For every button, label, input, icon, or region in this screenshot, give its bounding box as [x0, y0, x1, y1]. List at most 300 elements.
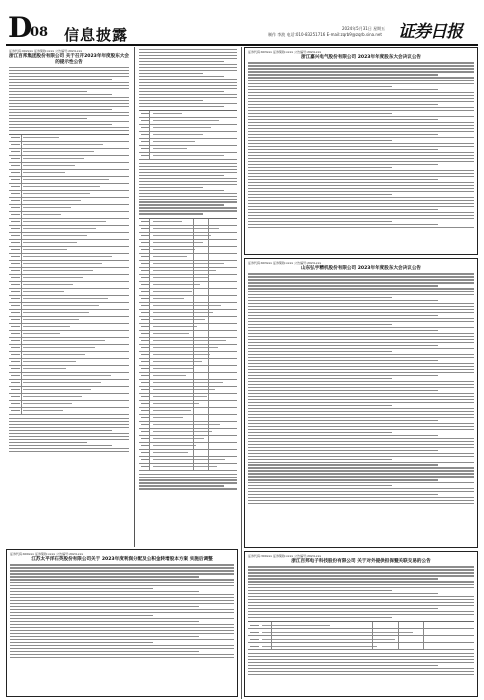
table-col-rule: [21, 352, 22, 358]
table-col-rule: [372, 629, 373, 635]
text-line: [248, 444, 474, 445]
text-line: [248, 417, 474, 418]
table-row: [139, 408, 237, 415]
text-line: [248, 80, 474, 81]
text-line: [248, 86, 392, 87]
page-letter: D: [8, 11, 33, 44]
text-line: [139, 201, 237, 202]
table-row: [9, 387, 129, 394]
table-row: [139, 415, 237, 422]
table-col-rule: [149, 275, 150, 281]
text-line: [248, 423, 474, 424]
text-line: [10, 654, 234, 655]
table-row: [9, 408, 129, 415]
text-line: [9, 115, 129, 116]
table-col-rule: [149, 331, 150, 337]
text-line: [248, 473, 474, 474]
text-line: [248, 411, 474, 412]
table-col-rule: [149, 345, 150, 351]
table-cell-index: [11, 396, 20, 397]
table-cell-text: [23, 291, 64, 292]
table-cell-text: [23, 305, 99, 306]
text-line: [248, 426, 474, 427]
text-line: [9, 106, 129, 107]
table-col-rule: [193, 373, 194, 379]
table-col-rule: [193, 331, 194, 337]
table-cell-text: [23, 403, 72, 404]
text-line: [248, 282, 474, 283]
text-line: [9, 79, 112, 80]
text-line: [248, 390, 438, 391]
text-line: [248, 399, 474, 400]
table-col-rule: [21, 387, 22, 393]
table-col-rule: [193, 464, 194, 470]
text-line: [248, 137, 474, 138]
table-cell-text: [153, 305, 221, 306]
text-line: [248, 450, 438, 451]
text-line: [248, 333, 474, 334]
text-line: [139, 488, 237, 489]
table-col-rule: [149, 366, 150, 372]
table-cell-index: [250, 625, 259, 626]
table-col-rule: [208, 415, 209, 421]
table-cell-index: [11, 284, 20, 285]
table-row: [139, 233, 237, 240]
table-cell-text: [23, 158, 84, 159]
table-col-rule: [149, 394, 150, 400]
table-col-rule: [208, 464, 209, 470]
text-line: [248, 360, 438, 361]
table-row: [139, 450, 237, 457]
table-col-rule: [208, 268, 209, 274]
text-line: [248, 125, 474, 126]
table-cell-text: [23, 361, 76, 362]
text-line: [10, 603, 234, 604]
table-row: [9, 401, 129, 408]
text-line: [9, 91, 87, 92]
text-line: [10, 600, 234, 601]
table-col-rule: [21, 240, 22, 246]
table-cell-text: [153, 368, 194, 369]
text-line: [248, 167, 392, 168]
table-row: [9, 149, 129, 156]
table-cell-text: [153, 333, 189, 334]
table-cell-text: [153, 431, 212, 432]
text-line: [248, 312, 474, 313]
text-line: [248, 470, 474, 471]
table-cell-text: [153, 326, 197, 327]
table-col-rule: [21, 345, 22, 351]
table-col-rule: [208, 261, 209, 267]
text-line: [248, 665, 438, 666]
table-cell-index: [11, 256, 20, 257]
table-row: [9, 184, 129, 191]
table-col-rule: [423, 629, 424, 635]
text-line: [248, 122, 474, 123]
text-line: [248, 482, 474, 483]
text-line: [9, 109, 112, 110]
table-col-rule: [149, 111, 150, 117]
text-line: [248, 146, 474, 147]
table-cell-index: [11, 403, 20, 404]
table-col-rule: [193, 338, 194, 344]
text-line: [248, 369, 474, 370]
table-row: [139, 289, 237, 296]
table-row: [139, 240, 237, 247]
table-cell-index: [11, 354, 20, 355]
table-cell-text: [153, 235, 211, 236]
table-cell-text: [23, 347, 95, 348]
table-row: [248, 629, 474, 636]
table-col-rule: [193, 443, 194, 449]
text-line: [139, 94, 237, 95]
text-line: [248, 158, 474, 159]
column-divider: [241, 47, 242, 699]
text-line: [139, 204, 224, 205]
table-col-rule: [208, 303, 209, 309]
table-col-rule: [208, 282, 209, 288]
table-row: [139, 125, 237, 132]
table-col-rule: [271, 622, 272, 628]
text-line: [248, 101, 474, 102]
table-col-rule: [193, 261, 194, 267]
table-row: [139, 359, 237, 366]
table-col-rule: [208, 366, 209, 372]
table-cell-text: [23, 354, 85, 355]
table-col-rule: [149, 429, 150, 435]
table-row: [139, 429, 237, 436]
text-line: [248, 116, 474, 117]
table-col-rule: [149, 415, 150, 421]
table-row: [9, 233, 129, 240]
table-row: [139, 247, 237, 254]
text-line: [139, 91, 224, 92]
table-col-rule: [21, 177, 22, 183]
table-cell-index: [11, 263, 20, 264]
text-line: [10, 621, 199, 622]
text-line: [9, 442, 87, 443]
table-row: [139, 352, 237, 359]
table-col-rule: [149, 146, 150, 152]
text-line: [248, 315, 438, 316]
table-col-rule: [208, 429, 209, 435]
text-line: [9, 70, 129, 71]
table-col-rule: [149, 247, 150, 253]
table-row: [9, 317, 129, 324]
table-col-rule: [372, 643, 373, 649]
table-col-rule: [208, 394, 209, 400]
table-col-rule: [149, 422, 150, 428]
text-line: [248, 185, 474, 186]
text-line: [10, 573, 234, 574]
table-col-rule: [372, 622, 373, 628]
table-cell-text: [153, 445, 196, 446]
header-rule: [6, 44, 478, 46]
text-line: [248, 414, 474, 415]
text-line: [248, 294, 474, 295]
text-line: [248, 215, 474, 216]
table-cell-text: [153, 127, 211, 128]
text-line: [139, 64, 237, 65]
text-line: [139, 477, 237, 478]
text-line: [248, 140, 392, 141]
table-col-rule: [149, 310, 150, 316]
table-row: [9, 135, 129, 142]
table-cell-text: [153, 410, 191, 411]
table-col-rule: [208, 240, 209, 246]
text-line: [248, 500, 474, 501]
table-row: [139, 436, 237, 443]
table-col-rule: [208, 233, 209, 239]
article-hongyu-resolution: [244, 258, 478, 548]
text-line: [248, 288, 474, 289]
text-line: [248, 291, 474, 292]
table-cell-index: [11, 305, 20, 306]
text-line: [139, 79, 237, 80]
table-col-rule: [21, 373, 22, 379]
table-col-rule: [149, 380, 150, 386]
text-line: [248, 212, 474, 213]
table-col-rule: [149, 282, 150, 288]
text-line: [248, 300, 438, 301]
table-cell-text: [23, 144, 103, 145]
table-col-rule: [208, 443, 209, 449]
text-line: [139, 103, 237, 104]
table-cell-text: [23, 186, 100, 187]
table-col-rule: [193, 233, 194, 239]
table-col-rule: [149, 387, 150, 393]
table-cell-index: [11, 410, 20, 411]
table-col-rule: [149, 289, 150, 295]
table-col-rule: [21, 296, 22, 302]
text-line: [248, 107, 474, 108]
text-line: [248, 653, 474, 654]
text-line: [248, 503, 474, 504]
table-col-rule: [193, 310, 194, 316]
table-cell-text: [153, 452, 188, 453]
table-cell-text: [153, 256, 187, 257]
table-cell-text: [153, 148, 187, 149]
table-col-rule: [21, 212, 22, 218]
table-row: [9, 226, 129, 233]
article-pacific-quartz: [6, 549, 238, 697]
table-cell-text: [23, 249, 67, 250]
table-row: [139, 401, 237, 408]
article-table: [9, 134, 129, 415]
text-line: [9, 439, 129, 440]
table-col-rule: [149, 450, 150, 456]
table-cell-index: [11, 165, 20, 166]
table-col-rule: [21, 380, 22, 386]
table-cell-text: [262, 639, 395, 640]
text-line: [248, 602, 474, 603]
table-col-rule: [193, 240, 194, 246]
text-line: [248, 581, 474, 582]
text-line: [248, 429, 474, 430]
text-line: [248, 321, 474, 322]
text-line: [139, 88, 237, 89]
table-row: [139, 317, 237, 324]
text-line: [248, 590, 392, 591]
table-row: [139, 118, 237, 125]
table-cell-text: [153, 113, 182, 114]
text-line: [139, 163, 237, 164]
table-col-rule: [149, 139, 150, 145]
text-line: [248, 372, 474, 373]
table-cell-text: [153, 155, 224, 156]
text-line: [10, 627, 234, 628]
text-line: [248, 467, 474, 468]
text-line: [248, 330, 438, 331]
table-row: [9, 163, 129, 170]
text-line: [9, 100, 129, 101]
text-line: [10, 567, 234, 568]
table-col-rule: [271, 636, 272, 642]
table-col-rule: [149, 240, 150, 246]
text-line: [248, 110, 474, 111]
table-cell-text: [153, 361, 202, 362]
text-line: [248, 614, 474, 615]
table-cell-text: [23, 228, 96, 229]
table-row: [9, 282, 129, 289]
table-col-rule: [149, 233, 150, 239]
text-line: [248, 155, 474, 156]
text-line: [248, 363, 474, 364]
table-cell-index: [11, 228, 20, 229]
text-line: [10, 606, 199, 607]
table-cell-text: [23, 396, 82, 397]
text-line: [248, 134, 438, 135]
table-row: [9, 359, 129, 366]
table-col-rule: [149, 352, 150, 358]
article-code: 证券代码:603xxx 证券简称:xxxx 公告编号:2024-xxx: [248, 261, 322, 265]
table-col-rule: [193, 289, 194, 295]
table-row: [139, 268, 237, 275]
table-col-rule: [149, 153, 150, 159]
table-row: [9, 156, 129, 163]
table-cell-text: [153, 249, 195, 250]
table-col-rule: [21, 254, 22, 260]
table-col-rule: [21, 310, 22, 316]
table-cell-index: [11, 214, 20, 215]
table-col-rule: [208, 436, 209, 442]
text-line: [139, 49, 237, 50]
text-line: [248, 104, 438, 105]
table-row: [9, 366, 129, 373]
text-line: [9, 118, 87, 119]
table-col-rule: [193, 380, 194, 386]
table-col-rule: [193, 401, 194, 407]
text-line: [248, 339, 474, 340]
table-col-rule: [21, 408, 22, 414]
table-col-rule: [149, 401, 150, 407]
table-col-rule: [21, 142, 22, 148]
text-line: [10, 609, 234, 610]
table-row: [9, 338, 129, 345]
table-cell-text: [23, 298, 108, 299]
text-line: [248, 387, 474, 388]
table-col-rule: [21, 317, 22, 323]
table-row: [9, 198, 129, 205]
table-col-rule: [149, 464, 150, 470]
table-row: [139, 394, 237, 401]
table-col-rule: [149, 324, 150, 330]
table-row: [139, 139, 237, 146]
text-line: [248, 587, 474, 588]
text-line: [248, 128, 474, 129]
text-line: [139, 85, 237, 86]
table-cell-text: [23, 368, 66, 369]
text-line: [248, 143, 474, 144]
table-cell-text: [23, 270, 93, 271]
article-table: [248, 621, 474, 650]
table-col-rule: [21, 261, 22, 267]
text-line: [248, 396, 474, 397]
text-line: [248, 381, 474, 382]
table-col-rule: [21, 275, 22, 281]
text-line: [248, 77, 474, 78]
table-cell-text: [23, 277, 83, 278]
text-line: [9, 127, 129, 128]
table-row: [9, 303, 129, 310]
text-line: [248, 456, 474, 457]
table-row: [9, 254, 129, 261]
table-col-rule: [21, 247, 22, 253]
text-line: [139, 76, 224, 77]
table-col-rule: [21, 268, 22, 274]
text-line: [9, 130, 129, 131]
text-line: [248, 161, 474, 162]
text-line: [248, 402, 474, 403]
text-line: [10, 564, 234, 565]
text-line: [248, 453, 474, 454]
table-col-rule: [21, 156, 22, 162]
text-line: [139, 196, 237, 197]
text-line: [248, 200, 474, 201]
table-col-rule: [21, 331, 22, 337]
text-line: [248, 273, 474, 274]
text-line: [248, 221, 392, 222]
text-line: [248, 318, 474, 319]
text-line: [9, 433, 129, 434]
table-row: [139, 261, 237, 268]
text-line: [248, 488, 474, 489]
text-line: [139, 97, 237, 98]
table-row: [139, 373, 237, 380]
text-line: [9, 430, 112, 431]
text-line: [248, 62, 474, 63]
table-col-rule: [21, 401, 22, 407]
text-line: [9, 67, 129, 68]
text-line: [248, 671, 474, 672]
table-col-rule: [208, 254, 209, 260]
text-line: [248, 68, 474, 69]
text-line: [248, 152, 474, 153]
table-row: [139, 422, 237, 429]
table-col-rule: [208, 408, 209, 414]
table-col-rule: [149, 118, 150, 124]
table-cell-index: [11, 193, 20, 194]
text-line: [248, 366, 474, 367]
table-row: [248, 636, 474, 643]
table-cell-text: [23, 207, 71, 208]
table-cell-index: [11, 235, 20, 236]
table-col-rule: [208, 310, 209, 316]
table-row: [9, 373, 129, 380]
table-row: [9, 219, 129, 226]
text-line: [10, 633, 234, 634]
table-cell-text: [262, 646, 377, 647]
